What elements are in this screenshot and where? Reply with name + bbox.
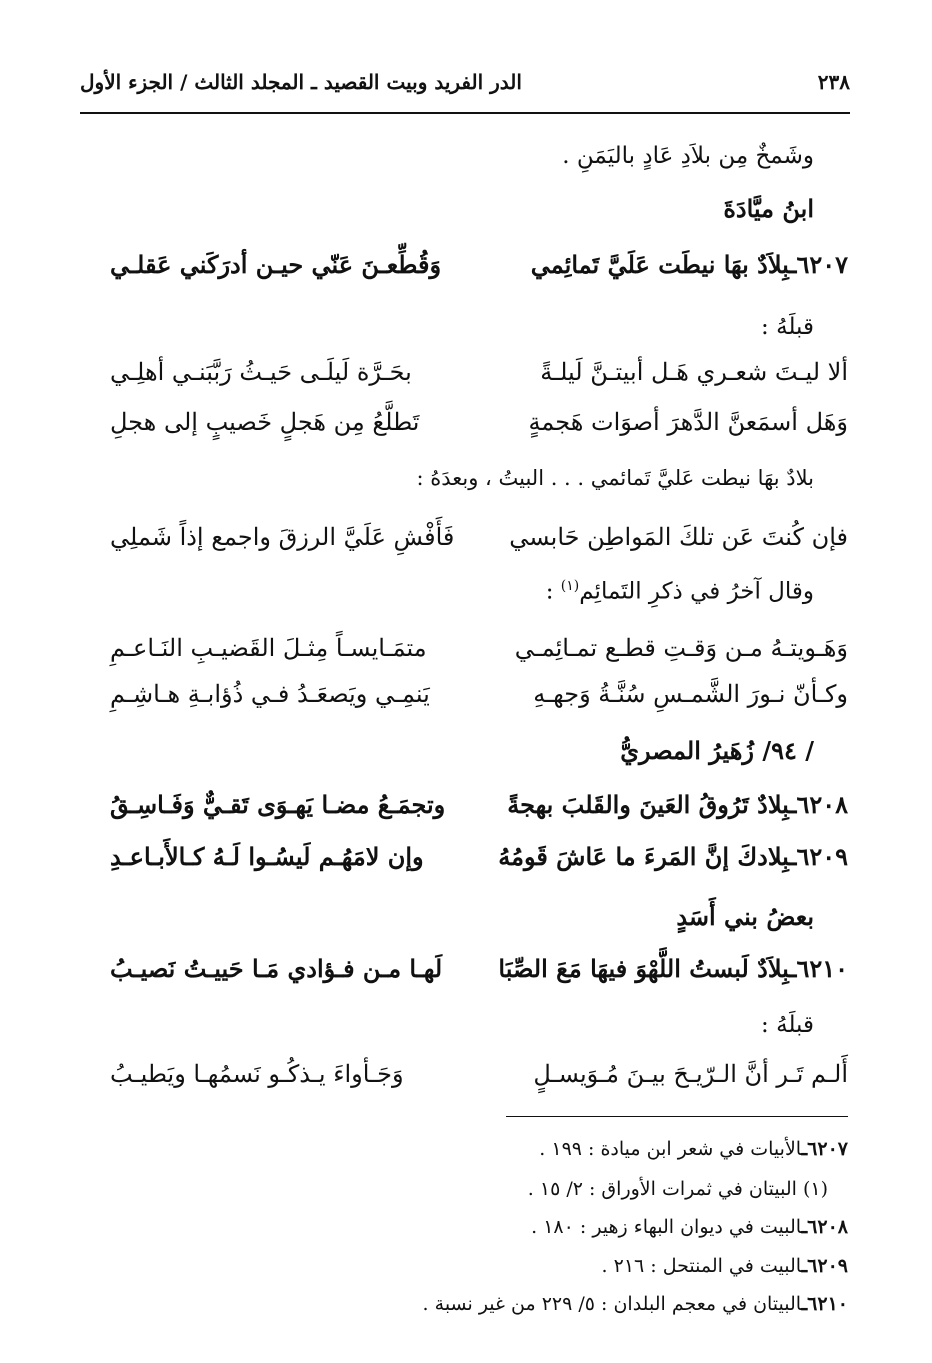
page-header [80, 62, 850, 102]
verse-hemistich-second: متمَـايسـاً مِثـلَ القَضيـبِ النَـاعـمِ [110, 634, 427, 662]
verse-hemistich-first: ٦٢٠٧ـبِلاَدٌ بهَا نيطَت عَلَيَّ تَمائِمي [530, 250, 848, 279]
verse-6207 [110, 250, 848, 294]
footnote: ٦٢٠٧ـالأبيات في شعر ابن ميادة : ١٩٩ . [539, 1138, 848, 1160]
verse-line [110, 634, 848, 678]
poet-name: بعضُ بني أَسَدٍ [676, 902, 814, 931]
verse-hemistich-first: أَلـم تَـر أنَّ الـرّيـحَ بيـنَ مُـوَيسـلٍ [533, 1060, 848, 1088]
prose-line: وقال آخرُ في ذكرِ التَمائِم$^{(١)}$ : [545, 578, 814, 605]
verse-hemistich-second: فَأَفْشِ عَلَيَّ الرزقَ واجمع إذاً شَملِي [110, 523, 455, 551]
prose-line: وشَمخٌ مِن بلاَدِ عَادٍ باليَمَنِ . [562, 143, 814, 169]
verse-hemistich-second: وَقُطِّعـنَ عَنّي حيـن أدرَكَني عَقلـي [110, 250, 442, 279]
verse-line [110, 408, 848, 452]
verse-hemistich-second: وَجَـأواءَ يـذكُـو نَسمُهـا ويَطيـبُ [110, 1060, 404, 1088]
verse-line [110, 523, 848, 567]
footnote: ٦٢١٠ـالبيتان في معجم البلدان : ٥/ ٢٢٩ من غير نسبة . [422, 1293, 848, 1315]
header-divider [80, 112, 850, 114]
verse-line [110, 680, 848, 724]
footnote: (١) البيتان في ثمرات الأوراق : ٢/ ١٥ . [527, 1178, 828, 1200]
footnote: ٦٢٠٨ـالبيت في ديوان البهاء زهير : ١٨٠ . [531, 1216, 848, 1238]
verse-hemistich-first: وكـأنّ نـورَ الشَّمـسِ سُنَّـةُ وَجهـهِ [533, 680, 848, 708]
poet-name: ابنُ ميَّادَةَ [723, 194, 814, 223]
verse-hemistich-second: تَطلَّعُ مِن هَجلٍ خَصيبٍ إلى هجلِ [110, 408, 420, 436]
verse-hemistich-first: ٦٢٠٨ـبِلادٌ تَرُوقُ العَينَ والقَلبَ بهجةً [507, 790, 848, 819]
verse-line [110, 358, 848, 402]
footnote-ref: (١) [560, 578, 580, 594]
verse-hemistich-second: لَهـا مـن فـؤادي مَـا حَييـتُ نَصيـبُ [110, 954, 443, 983]
verse-hemistich-second: وإن لامَهُـم لَيسُـوا لَـهُ كـالأَبـاعـدِ [110, 842, 424, 871]
section-heading: / ٩٤/ زُهَيرُ المصريُّ [620, 736, 814, 765]
verse-6208 [110, 790, 848, 834]
verse-hemistich-first: فإن كُنتَ عَن تلكَ المَواطِن حَابسي [509, 523, 848, 551]
verse-hemistich-second: بحَـرَّة لَيلَـى حَيـثُ رَبَّبَنـي أهلِـي [110, 358, 412, 386]
footnote: ٦٢٠٩ـالبيت في المنتحل : ٢١٦ . [601, 1255, 848, 1277]
verse-hemistich-second: يَنمِـي ويَصعَـدُ فـي ذُؤابـةِ هـاشِـمِ [110, 680, 430, 708]
prose-line: بلادٌ بهَا نيطت عَليَّ تَمائمي . . . البيتُ ، وبعدَهُ : [416, 466, 814, 490]
verse-hemistich-first: ٦٢١٠ـبِلاَدٌ لَبستُ اللَّهْوَ فيهَا مَعَ الصِّبَا [498, 954, 848, 983]
verse-hemistich-first: وَهَـويتـهُ مـن وَقـتِ قطـع تمـائِمـي [514, 634, 848, 662]
verse-hemistich-first: ٦٢٠٩ـبِلادكَ إنَّ المَرءَ ما عَاشَ قَومُهُ [498, 842, 848, 871]
page-number: ٢٣٨ [817, 70, 850, 94]
verse-hemistich-second: وتجمَـعُ مضـا يَهـوَى تَقـيٌّ وَفَـاسِـقُ [110, 790, 446, 819]
verse-hemistich-first: وَهَل أسمَعنَّ الدَّهرَ أصوَات هَجمةٍ [528, 408, 848, 436]
verse-hemistich-first: ألا ليـتَ شعـري هَـل أبيتـنَّ لَيلـةً [540, 358, 848, 386]
verse-6209 [110, 842, 848, 886]
qablahu-label: قبلَهُ : [761, 1012, 814, 1038]
verse-line [110, 1060, 848, 1104]
footnote-divider [506, 1116, 848, 1117]
running-title: الدر الفريد وبيت القصيد ـ المجلد الثالث / الجزء الأول [80, 70, 522, 94]
qablahu-label: قبلَهُ : [761, 314, 814, 340]
verse-6210 [110, 954, 848, 998]
